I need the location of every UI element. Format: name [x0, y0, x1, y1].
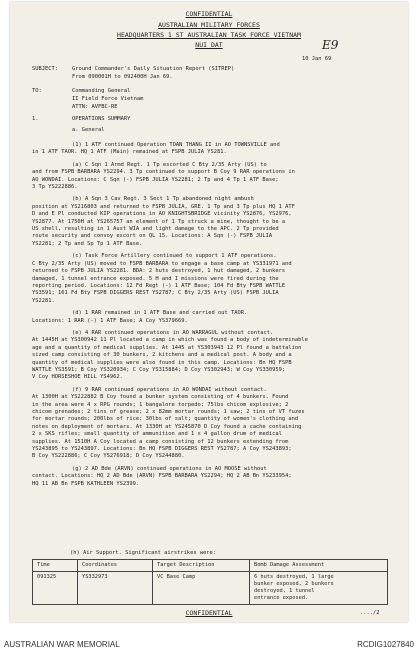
- paragraph-line: 3 Tp YS222886.: [32, 184, 78, 191]
- to-line: Commanding General: [72, 88, 131, 94]
- paragraph-line: (d) 1 RAR remained in 1 ATF Base and carried out TAOR.: [72, 310, 248, 317]
- hq-location: NUI DAT: [195, 41, 223, 49]
- paragraph-line: for mortar rounds; 200lbs of rice; 30lbs of salt; quantity of women's clothing and: [32, 416, 299, 423]
- subject-line-2: From 090001H to 092400H Jan 69.: [72, 74, 173, 80]
- paragraph-line: damaged, 1 tunnel entrance exposed. 5 H and I missions were fired during the: [32, 275, 279, 282]
- paragraph-line: YS3591; 161 Fd Bty FSPB DIGGERS REST YS2787; C Bty 2/35 Arty (US) FSPB JULIA: [32, 290, 279, 297]
- paragraph-line: chicom grenades; 2 tins of grease; 2 x 82mm mortar rounds; 1 saw; 2 tins of VT fuzes: [32, 409, 305, 415]
- paragraph-line: notes on deployment of mortars. At 1330H at YS245870 D Coy found a cache containing: [32, 423, 302, 430]
- document-page: [10, 2, 408, 622]
- paragraph-line: (g) 2 AD Bde (ARVN) continued operations in AO MOOSE without: [72, 465, 267, 472]
- to-line: ATTN: AVFBC-RE: [72, 104, 118, 110]
- paragraph-line: quantity of medical supplies were also found in this camp. Locations: Bn HQ FSPB: [32, 359, 292, 366]
- paragraph-line: WATTLE YS3591; B Coy YS320934; C Coy YS315884; D Coy YS302943; W Coy YS330959;: [32, 366, 286, 373]
- paragraph-line: YS243895 to YS243897. Locations: Bn HQ FSPB DIGGERS REST YS2787; A Coy YS243893;: [32, 446, 292, 453]
- table-header-row: [33, 560, 388, 572]
- paragraph-line: Locations: 1 RAR (-) 1 ATF Base; A Coy YS379669.: [32, 317, 188, 324]
- paragraph-p7: [32, 387, 388, 461]
- paragraph-line: age and a quantity of medical supplies. At 1445 at YS303943 12 Pl found a battalion: [32, 344, 302, 351]
- paragraph-line: (f) 9 RAR continued operations in AO WONDAI without contact.: [72, 386, 267, 393]
- subject-line-1: Ground Commander's Daily Situation Report (SITREP): [72, 66, 235, 72]
- paragraph-p8: [32, 466, 388, 488]
- page-continuation: ..../2: [360, 610, 380, 616]
- to-label: TO:: [32, 88, 42, 94]
- paragraph-line: returned to FSPB JULIA YS2281. BDA: 2 huts destroyed, 1 hut damaged, 2 bunkers: [32, 268, 286, 275]
- paragraph-line: (a) C Sqn 1 Armd Regt. 1 Tp escorted C Bty 2/35 Arty (US) to: [72, 161, 267, 168]
- bda-line: entrance exposed.: [254, 595, 309, 601]
- paragraph-line: At 1445H at YS300942 11 Pl located a camp in which was found a body of indeterminable: [32, 337, 308, 344]
- cell-time: 091325: [33, 572, 78, 605]
- classification-bottom: CONFIDENTIAL: [185, 609, 233, 617]
- bda-line: 6 huts destroyed, 1 large: [254, 574, 334, 580]
- header-bda: Bomb Damage Assessment: [250, 560, 388, 572]
- paragraph-p2: [32, 162, 388, 192]
- report-date: 10 Jan 69: [302, 56, 332, 62]
- archive-name: AUSTRALIAN WAR MEMORIAL: [4, 640, 120, 649]
- paragraph-line: C Bty 2/35 Arty (US) moved to FSPB BARBARA to engage a base camp at YS331971 and: [32, 260, 292, 267]
- paragraph-line: YS2281; 2 Tp and Sp Tp 1 ATF Base.: [32, 240, 143, 247]
- paragraph-line: sized camp consisting of 30 bunkers, 2 kitchens and a medical post. A body and a: [32, 352, 292, 359]
- paragraph-line: (e) 4 RAR continued operations in AO WARRAGUL without contact.: [72, 329, 274, 336]
- paragraph-p6: [32, 330, 388, 382]
- paragraph-line: reporting period. Locations: 12 Fd Regt (-) 1 ATF Base; 104 Fd Bty FSPB WATTLE: [32, 282, 286, 289]
- paragraph-line: (1) 1 ATF continued Operation TOAN THANG II in AO TOWNSVILLE and: [72, 142, 280, 148]
- header-time: Time: [33, 560, 78, 572]
- paragraph-line: V Coy HORSESHOE HILL YS4962.: [32, 374, 123, 381]
- paragraph-line: in 1 ATF TAOR. HQ 1 ATF (Main) remained at FSPB JULIA YS281.: [32, 149, 227, 156]
- paragraph-p4: [32, 253, 388, 305]
- hq-heading: HEADQUARTERS 1 ST AUSTRALIAN TASK FORCE VIETNAM: [117, 31, 301, 39]
- air-support-title: (h) Air Support. Significant airstrikes were:: [70, 550, 217, 556]
- paragraph-line: US shell, resulting in 1 Aust WIA and light damage to the APC. 2 Tp provided: [32, 226, 279, 233]
- header-coordinates: Coordinates: [78, 560, 153, 572]
- to-line: II Field Force Vietnam: [72, 96, 144, 102]
- paragraph-line: YS2281.: [32, 297, 55, 304]
- table-row: [33, 572, 388, 605]
- air-support-table: [32, 559, 388, 605]
- paragraph-line: route security and convoy escort on QL 15. Locations: A Sqn (-) FSPB JULIA: [32, 233, 273, 240]
- paragraph-line: HQ 11 AB Bn FSPB KATHLEEN YS2399.: [32, 480, 140, 487]
- paragraphs-container: [32, 137, 388, 488]
- subsection-title: a. General: [72, 127, 105, 133]
- paragraph-line: contact. Locations: HQ 2 AD Bde (ARVN) FSPB BARBARA YS2294; HQ 2 AB Bn YS233954;: [32, 473, 292, 480]
- paragraph-line: B Coy YS222886; C Coy YS276918; D Coy YS244880.: [32, 453, 185, 460]
- cell-bda: [250, 572, 388, 605]
- paragraph-line: D and E Pl conducted KIP operations in AO KNIGHTSBRIDGE vicinity YS2876, YS2976,: [32, 211, 292, 218]
- classification-top: CONFIDENTIAL: [185, 10, 233, 18]
- archive-reference: RCDIG1027840: [357, 640, 414, 649]
- section-number: 1.: [32, 116, 39, 122]
- paragraph-line: 2 x SKS rifles; small quantity of ammunition and 1 x 4 gallon drum of medical: [32, 431, 282, 438]
- paragraph-line: AO WONDAI. Locations: C Sqn (-) FSPB JULIA YS2281; 2 Tp and 4 Tp 1 ATF Base;: [32, 176, 279, 183]
- paragraph-line: (b) A Sqn 3 Cav Regt. 3 Sect 1 Tp abandoned night ambush: [72, 196, 254, 203]
- cell-coordinates: YS332973: [78, 572, 153, 605]
- force-heading: AUSTRALIAN MILITARY FORCES: [158, 21, 260, 29]
- paragraph-line: in the area were 4 x RPG rounds; 1 bangalore torpedo; 75lbs chicom explosive; 2: [32, 401, 289, 408]
- handwritten-annotation: E9: [322, 38, 339, 52]
- bda-line: bunker exposed, 2 bunkers: [254, 581, 334, 587]
- header-target: Target Description: [153, 560, 250, 572]
- paragraph-line: and from FSPB BARBARA YS2294. 3 Tp continued to support B Coy 9 RAR operations in: [32, 169, 295, 176]
- paragraph-line: At 1300H at YS222882 B Coy found a bunker system consisting of 4 bunkers. Found: [32, 394, 289, 401]
- paragraph-p5: [32, 310, 388, 325]
- paragraph-line: (c) Task Force Artillery continued to support 1 ATF operations.: [72, 253, 277, 260]
- archive-footer: [0, 626, 420, 654]
- paragraph-p1: [32, 142, 388, 157]
- paragraph-line: YS2877. At 1750H at YS265757 an element of 1 Tp struck a mine, thought to be a: [32, 218, 286, 225]
- bda-line: destroyed, 1 tunnel: [254, 588, 315, 594]
- section-title: OPERATIONS SUMMARY: [72, 116, 131, 122]
- cell-target: VC Base Camp: [153, 572, 250, 605]
- subject-label: SUBJECT:: [32, 66, 58, 72]
- paragraph-p3: [32, 196, 388, 248]
- paragraph-line: position at YS216803 and returned to FSPB JULIA, GRE. 1 Tp and 3 Tp plus HQ 1 ATF: [32, 203, 295, 210]
- paragraph-line: supplies. At 1510H A Coy located a camp consisting of 12 bunkers extending from: [32, 438, 289, 445]
